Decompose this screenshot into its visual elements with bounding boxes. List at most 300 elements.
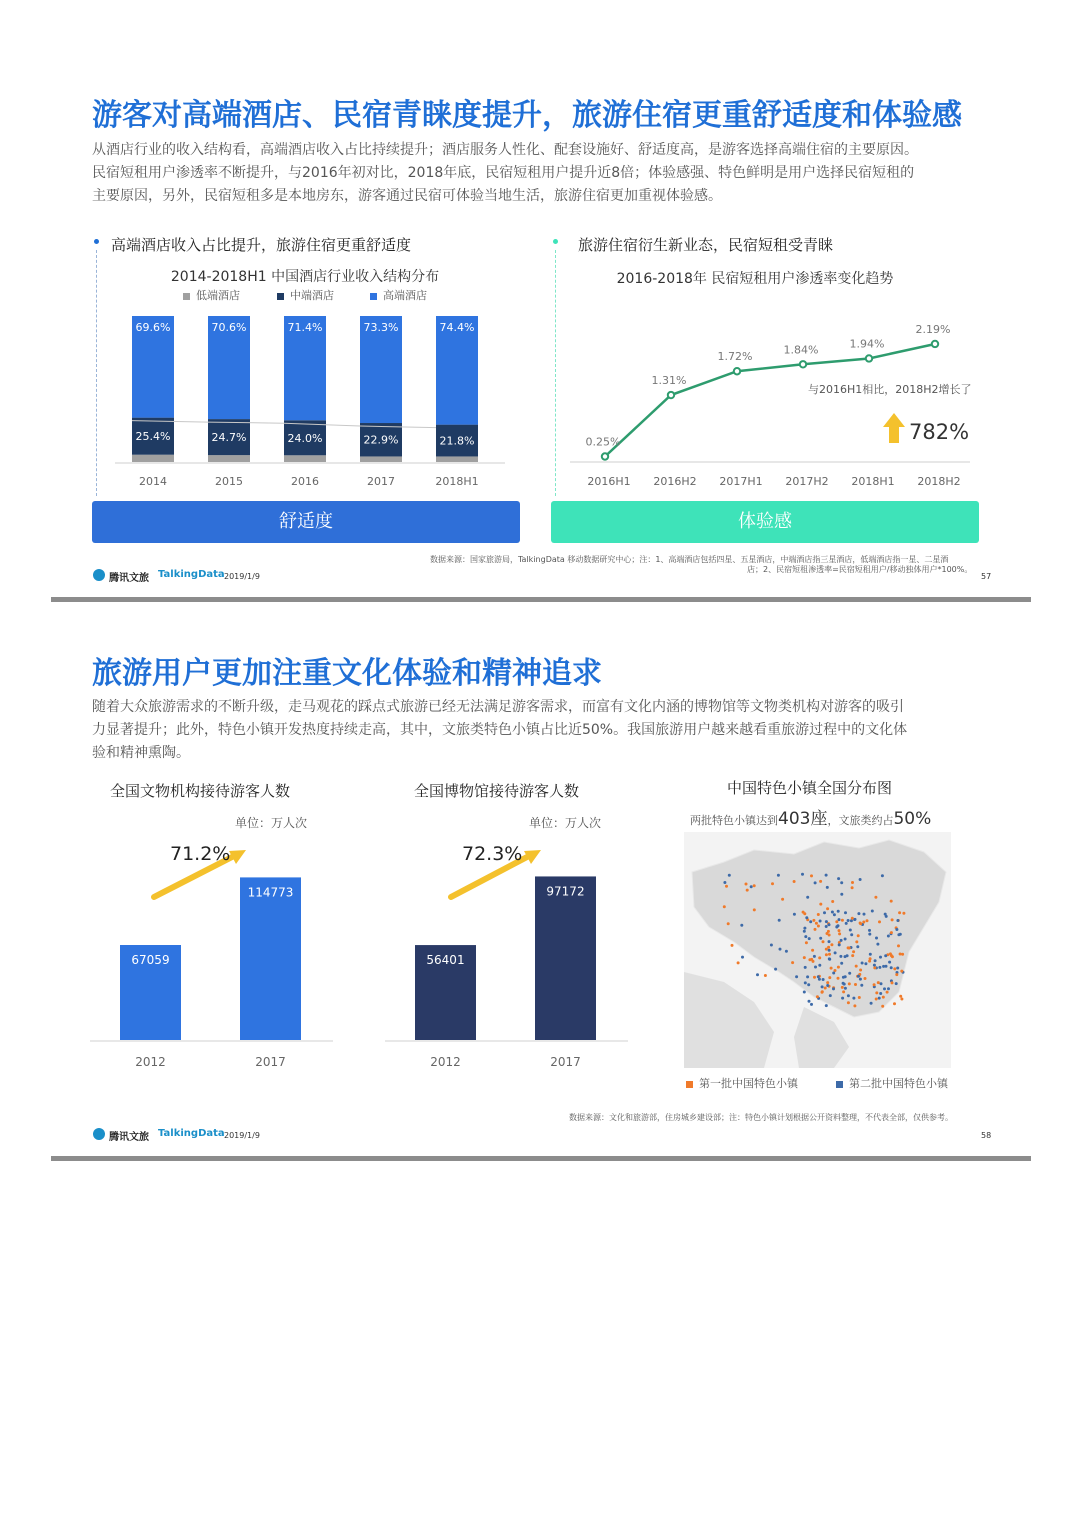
town-dot [848,972,851,975]
map-sub-c: ，文旅类约占 [827,814,894,827]
town-dot [828,976,831,979]
town-dot [821,991,824,994]
high-value-label: 70.6% [211,321,247,334]
town-dot [821,985,824,988]
town-dot [725,885,728,888]
legend-low-label: 低端酒店 [196,289,240,302]
x-tick-label: 2014 [139,475,167,488]
town-dot [795,975,798,978]
town-dot [834,951,837,954]
town-dot [878,966,881,969]
slide1-paragraph [92,139,992,208]
legend-high-label: 高端酒店 [383,289,427,302]
line-point [800,361,806,367]
town-dot [723,881,726,884]
town-dot [819,903,822,906]
town-dot [899,953,902,956]
town-dot [859,978,862,981]
town-dot [810,1003,813,1006]
tencent-logo-icon [93,569,105,581]
town-dot [887,935,890,938]
relics-unit: 单位：万人次 [235,816,308,830]
town-dot [877,981,880,984]
slide2-para-line3: 验和精神熏陶。 [92,745,190,761]
town-dot [803,956,806,959]
town-dot [893,1002,896,1005]
high-value-label: 69.6% [135,321,171,334]
town-dot [825,920,828,923]
relics-bar-chart [88,840,338,1080]
map-sub-d: 50% [893,809,932,829]
line-point [932,341,938,347]
x-tick-label: 2015 [215,475,243,488]
town-dot [854,983,857,986]
town-dot [896,919,899,922]
bar-value-label: 114773 [247,885,294,900]
town-dot [803,927,806,930]
slide1-date: 2019/1/9 [224,572,260,581]
town-dot [814,966,817,969]
town-dot [813,955,816,958]
x-tick-label: 2017H1 [719,475,763,488]
town-dot [819,937,822,940]
town-dot [893,967,896,970]
town-dot [823,911,826,914]
town-dot [827,946,830,949]
town-dot [802,911,805,914]
town-dot [826,907,829,910]
town-dot [828,949,831,952]
town-dot [808,1000,811,1003]
town-dot [822,978,825,981]
town-dot [837,966,840,969]
comfort-button[interactable]: 舒适度 [92,501,520,543]
town-dot [842,982,845,985]
map-legend-second [836,1075,948,1091]
town-dot [847,994,850,997]
town-dot [833,913,836,916]
stacked-chart-title: 2014-2018H1 中国酒店行业收入结构分布 [170,269,440,285]
right-section-heading: 旅游住宿衍生新业态，民宿短租受青睐 [578,236,834,254]
x-tick-label: 2018H1 [851,475,895,488]
logo-talkingdata-text: TalkingData [158,569,225,580]
x-tick-label: 2017H2 [785,475,829,488]
town-dot [740,924,743,927]
town-dot [832,972,835,975]
town-dot [737,961,740,964]
town-dot [855,965,858,968]
penetration-line [605,344,935,457]
museum-unit: 单位：万人次 [529,816,602,830]
town-dot [808,958,811,961]
x-tick-label: 2012 [430,1055,461,1069]
town-dot [831,911,834,914]
town-dot [885,915,888,918]
town-dot [841,986,844,989]
town-dot [822,940,825,943]
town-dot [840,881,843,884]
town-dot [879,992,882,995]
town-dot [868,933,871,936]
high-value-label: 74.4% [439,321,475,334]
town-dot [750,885,753,888]
town-dot [891,981,894,984]
town-dot [868,929,871,932]
town-dot [899,995,902,998]
town-dot [860,984,863,987]
relics-chart-title: 全国文物机构接待游客人数 [110,782,291,800]
legend-mid-label: 中端酒店 [290,289,334,302]
bar-value-label: 67059 [131,952,170,967]
bar-low [132,455,174,462]
town-dot [753,908,756,911]
town-dot [870,1002,873,1005]
line-value-label: 1.72% [717,350,753,364]
line-value-label: 2.19% [915,322,951,336]
town-dot [825,874,828,877]
line-value-label: 0.25% [585,435,621,449]
town-dot [816,995,819,998]
line-value-label: 1.31% [651,374,687,388]
town-dot [804,966,807,969]
town-dot [868,960,871,963]
town-dot [825,1004,828,1007]
town-dot [817,925,820,928]
town-dot [874,959,877,962]
slide1-source-line2: 店；2、民宿短租渗透率=民宿短租用户/移动独体用户*100%。 [747,565,973,574]
map-legend-first [686,1075,798,1091]
slide1-source-line1: 数据来源：国家旅游局，TalkingData 移动数据研究中心；注：1、高端酒店包括四星、五星酒店，中端酒店指三星酒店，低端酒店指一星、二星酒 [430,555,949,564]
bar-low [284,455,326,462]
town-dot [835,926,838,929]
line-point [734,368,740,374]
town-dot [838,943,841,946]
town-dot [835,920,838,923]
logo-tencent-text: 腾讯文旅 [109,1132,149,1143]
town-dot [859,878,862,881]
town-dot [746,889,749,892]
slide2-page-number: 58 [981,1131,992,1140]
town-dot [864,962,867,965]
slide2-para-line1: 随着大众旅游需求的不断升级，走马观花的踩点式旅游已经无法满足游客需求，而富有文化内涵的博物馆等文物类机构对游客的吸引 [92,699,904,715]
town-dot [890,966,893,969]
town-dot [879,956,882,959]
town-dot [896,967,899,970]
town-dot [806,975,809,978]
town-dot [841,997,844,1000]
line-value-label: 1.84% [783,343,819,357]
town-dot [770,944,773,947]
town-dot [847,1001,850,1004]
growth-note: 与2016H1相比，2018H2增长了 [808,383,972,396]
town-dot [862,921,865,924]
town-dot [900,970,903,973]
town-dot [837,977,840,980]
town-dot [895,982,898,985]
town-dot [813,976,816,979]
town-dot [723,905,726,908]
town-dot [873,964,876,967]
town-dot [826,932,829,935]
museum-bar-chart [383,840,633,1080]
town-dot [869,953,872,956]
town-dot [828,923,831,926]
china-map [684,832,951,1068]
bar-low [436,456,478,462]
town-dot [851,881,854,884]
town-dot [841,919,844,922]
town-dot [741,956,744,959]
slide-divider [51,597,1031,602]
town-dot [838,932,841,935]
map-legend-first-label: 第一批中国特色小镇 [699,1077,798,1090]
town-dot [805,916,808,919]
town-dot [826,984,829,987]
high-value-label: 73.3% [363,321,399,334]
town-dot [861,962,864,965]
town-dot [815,922,818,925]
x-tick-label: 2018H2 [917,475,961,488]
town-dot [804,981,807,984]
legend-high [370,287,427,303]
town-dot [859,969,862,972]
legend-swatch-high [370,293,377,300]
slide2-source: 数据来源：文化和旅游部，住房城乡建设部；注：特色小镇计划根据公开资料整理，不代表全部，仅供参考。 [569,1113,953,1122]
town-dot [826,886,829,889]
town-dot [885,965,888,968]
town-dot [871,910,874,913]
town-dot [830,967,833,970]
town-dot [881,1005,884,1008]
town-dot [863,913,866,916]
town-dot [819,880,822,883]
slide2-para-line2: 力显著提升；此外，特色小镇开发热度持续走高，其中，文旅类特色小镇占比近50%。我国旅游用户越来越看重旅游过程中的文化体 [92,722,908,738]
town-dot [840,939,843,942]
town-dot [838,918,841,921]
town-dot [851,954,854,957]
bar-value-label: 97172 [546,884,585,899]
town-dot [848,982,851,985]
town-dot [806,896,809,899]
town-dot [878,920,881,923]
town-dot [828,953,831,956]
slide2-date: 2019/1/9 [224,1131,260,1140]
vertical-dashed-divider [555,250,556,496]
town-dot [859,922,862,925]
x-tick-label: 2017 [255,1055,286,1069]
town-dot [774,968,777,971]
town-dot [745,883,748,886]
town-dot [848,947,851,950]
town-dot [890,954,893,957]
relics-growth-label: 71.2% [170,843,231,865]
mid-value-label: 25.4% [135,430,171,444]
town-dot [850,933,853,936]
town-dot [853,1004,856,1007]
town-dot [857,934,860,937]
left-section-heading: 高端酒店收入占比提升，旅游住宿更重舒适度 [111,236,412,254]
town-dot [803,930,806,933]
town-dot [898,911,901,914]
bar-low [360,456,402,462]
town-dot [837,877,840,880]
slide1-para-line1: 从酒店行业的收入结构看，高端酒店收入占比持续提升；酒店服务人性化、配套设施好、舒适度高，是游客选择高端住宿的主要原因。 [92,142,918,158]
logo-talkingdata-text: TalkingData [158,1128,225,1139]
slide1-title: 游客对高端酒店、民宿青睐度提升，旅游住宿更重舒适度和体验感 [92,98,962,133]
slide1-page-number: 57 [981,572,992,581]
town-dot [839,955,842,958]
town-dot [852,950,855,953]
map-sub-b: 403座 [778,809,828,829]
town-dot [804,935,807,938]
town-dot [884,954,887,957]
town-dot [840,962,843,965]
town-dot [858,996,861,999]
town-dot [887,987,890,990]
town-dot [808,937,811,940]
town-dot [807,983,810,986]
town-dot [838,929,841,932]
town-dot [812,960,815,963]
town-dot [895,973,898,976]
slide-divider [51,1156,1031,1161]
map-subtitle [690,804,931,829]
town-dot [810,874,813,877]
town-dot [873,966,876,969]
map-sub-a: 两批特色小镇达到 [690,814,778,827]
town-dot [825,953,828,956]
town-dot [899,933,902,936]
town-dot [851,917,854,920]
town-dot [880,982,883,985]
town-dot [817,975,820,978]
x-tick-label: 2016H2 [653,475,697,488]
town-dot [829,994,832,997]
line-point [602,453,608,459]
town-dot [728,874,731,877]
town-dot [844,938,847,941]
slide2-paragraph [92,696,992,765]
town-dot [875,937,878,940]
town-dot [874,896,877,899]
town-dot [852,997,855,1000]
town-dot [842,976,845,979]
legend-mid [277,287,334,303]
town-dot [832,987,835,990]
town-dot [873,983,876,986]
town-dot [779,948,782,951]
museum-chart-title: 全国博物馆接待游客人数 [414,782,580,800]
town-dot [830,943,833,946]
town-dot [844,955,847,958]
town-dot [817,913,820,916]
mid-value-label: 22.9% [363,433,399,447]
town-dot [844,987,847,990]
town-dot [875,991,878,994]
town-dot [727,922,730,925]
x-tick-label: 2017 [367,475,395,488]
x-tick-label: 2012 [135,1055,166,1069]
town-dot [840,893,843,896]
line-value-label: 1.94% [849,337,885,351]
town-dot [844,911,847,914]
logo-tencent-text: 腾讯文旅 [109,573,149,584]
town-dot [895,928,898,931]
town-dot [803,991,806,994]
town-dot [857,912,860,915]
town-dot [831,900,834,903]
x-tick-label: 2018H1 [435,475,479,488]
experience-button[interactable]: 体验感 [551,501,979,543]
town-dot [756,973,759,976]
up-arrow-icon [883,413,905,443]
x-tick-label: 2016H1 [587,475,631,488]
town-dot [902,912,905,915]
slide2-title: 旅游用户更加注重文化体验和精神追求 [92,656,602,691]
town-dot [890,931,893,934]
x-tick-label: 2016 [291,475,319,488]
mid-value-label: 24.7% [211,431,247,445]
town-dot [888,961,891,964]
town-dot [886,991,889,994]
line-point [866,355,872,361]
town-dot [875,998,878,1001]
town-dot [785,950,788,953]
town-dot [891,918,894,921]
town-dot [791,961,794,964]
town-dot [801,873,804,876]
town-dot [825,925,828,928]
tencent-logo-icon [93,1128,105,1140]
slide1-para-line2: 民宿短租用户渗透率不断提升，与2016年初对比，2018年底，民宿短租用户提升近8倍；体验感强、特色鲜明是用户选择民宿短租的 [92,165,915,181]
town-dot [847,919,850,922]
town-dot [809,920,812,923]
town-dot [777,874,780,877]
town-dot [882,996,885,999]
town-dot [864,977,867,980]
legend-swatch-mid [277,293,284,300]
bullet-dot [553,239,558,244]
town-dot [828,940,831,943]
town-dot [855,940,858,943]
town-dot [778,919,781,922]
town-dot [828,958,831,961]
town-dot [900,998,903,1001]
town-dot [857,975,860,978]
town-dot [764,974,767,977]
stacked-bar-chart [110,305,510,500]
town-dot [845,922,848,925]
town-dot [818,956,821,959]
town-dot [854,918,857,921]
town-dot [856,945,859,948]
town-dot [793,880,796,883]
town-dot [876,943,879,946]
town-dot [881,874,884,877]
museum-growth-label: 72.3% [462,843,523,865]
town-dot [811,949,814,952]
town-dot [731,944,734,947]
legend-swatch-low [183,293,190,300]
town-dot [883,987,886,990]
town-dot [812,919,815,922]
town-dot [814,928,817,931]
town-dot [842,990,845,993]
town-dot [771,882,774,885]
line-point [668,392,674,398]
town-dot [851,886,854,889]
x-tick-label: 2017 [550,1055,581,1069]
